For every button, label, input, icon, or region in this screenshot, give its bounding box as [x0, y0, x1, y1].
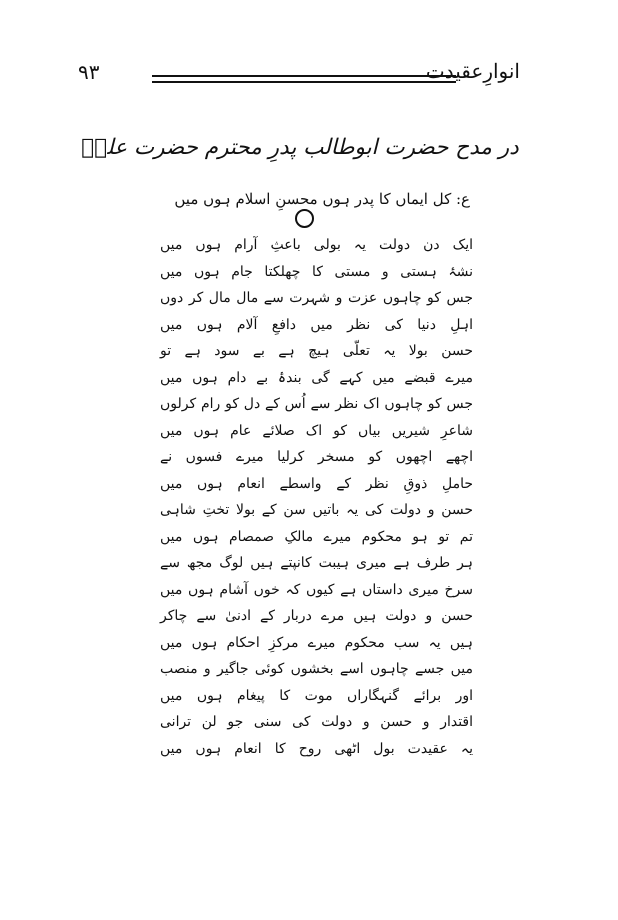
verse-line: اقتدار و حسن و دولت کی سنی جو لن ترانی	[160, 714, 473, 730]
book-title: انوارِعقیدت	[425, 59, 520, 83]
verse-line: اہلِ دنیا کی نظر میں دافعِ آلام ہوں میں	[160, 316, 473, 333]
poem-heading: در مدح حضرت ابوطالب پدرِ محترم حضرت علیؑ	[81, 135, 519, 160]
verse-line: تم تو ہو محکوم میرے مالکِ صمصام ہوں میں	[160, 528, 473, 545]
verse-line: جس کو چاہوں اک نظر سے اُس کے دل کو رام کرلوں	[160, 396, 473, 412]
verse-line: ہیں یہ سب محکوم میرے مرکزِ احکام ہوں میں	[160, 634, 473, 651]
verse-line: حسن بولا یہ تعلّی ہیچ ہے بے سود ہے تو	[160, 343, 473, 359]
verse-line: حسن و دولت ہیں مرے دربار کے ادنیٰ سے چاکر	[160, 608, 473, 624]
verse-line: نشۂ ہستی و مستی کا چھلکتا جام ہوں میں	[160, 263, 473, 280]
verse-line: ہر طرف ہے میری ہیبت کانپتے ہیں لوگ مجھ سے	[160, 555, 473, 571]
verse-line: حسن و دولت کی یہ باتیں سن کے بولا تختِ شاہی	[160, 502, 473, 518]
poem-epigraph: ع: کل ایماں کا پدر ہوں محسنِ اسلام ہوں میں	[174, 190, 470, 208]
circle-ornament-icon	[295, 209, 314, 228]
verse-line: ایک دن دولت یہ بولی باعثِ آرام ہوں میں	[160, 237, 473, 253]
verse-line: اچھے اچھوں کو مسخر کرلیا میرے فسوں نے	[160, 449, 473, 465]
verse-line: سرخ میری داستاں ہے کیوں کہ خوں آشام ہوں میں	[160, 581, 473, 598]
header-rule	[152, 81, 456, 83]
page-number: ۹۳	[78, 60, 100, 84]
header-rule	[152, 75, 456, 77]
poem-verses	[160, 232, 473, 762]
verse-line: حاملِ ذوقِ نظر کے واسطے انعام ہوں میں	[160, 475, 473, 492]
verse-line: اور برائے گنہگاراں موت کا پیغام ہوں میں	[160, 687, 473, 704]
verse-line: میں جسے چاہوں اسے بخشوں کوئی جاگیر و منصب	[160, 661, 473, 677]
verse-line: میرے قبضے میں کہے گی بندۂ بے دام ہوں میں	[160, 369, 473, 386]
verse-line: جس کو چاہوں عزت و شہرت سے مال مال کر دوں	[160, 290, 473, 306]
verse-line: شاعرِ شیریں بیاں کو اک صلائے عام ہوں میں	[160, 422, 473, 439]
page-header	[0, 56, 618, 96]
verse-line: یہ عقیدت بول اٹھی روح کا انعام ہوں میں	[160, 740, 473, 757]
